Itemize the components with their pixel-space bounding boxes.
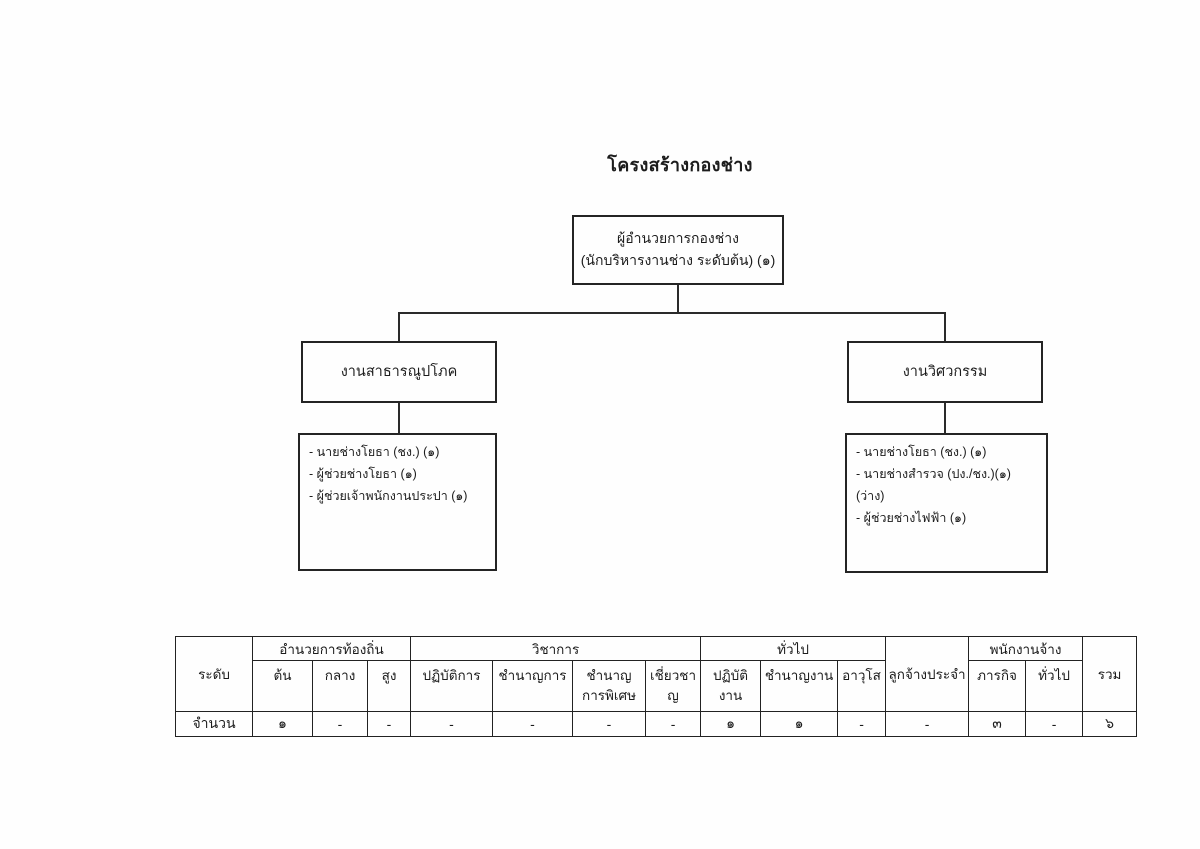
count-value: - xyxy=(646,712,701,737)
header-middle: กลาง xyxy=(313,661,368,712)
header-junior: ต้น xyxy=(253,661,313,712)
staff-list-engineering xyxy=(845,433,1048,573)
header-group-hired-personnel: พนักงานจ้าง xyxy=(969,637,1083,661)
header-experienced: ชำนาญงาน xyxy=(761,661,838,712)
count-value: ๖ xyxy=(1083,712,1137,737)
count-value: - xyxy=(411,712,493,737)
header-senior-level: อาวุโส xyxy=(838,661,886,712)
count-value: - xyxy=(313,712,368,737)
header-total: รวม xyxy=(1083,637,1137,712)
connector-right-down xyxy=(944,312,946,341)
staffing-table xyxy=(175,636,1137,737)
count-value: ๑ xyxy=(761,712,838,737)
connector-right-detail xyxy=(944,403,946,433)
connector-horizontal xyxy=(398,312,945,314)
staff-list-public-utilities xyxy=(298,433,497,571)
org-box-public-utilities xyxy=(301,341,497,403)
header-professional: ชำนาญการ xyxy=(493,661,573,712)
director-title: ผู้อำนวยการกองช่าง xyxy=(617,230,739,247)
count-label: จำนวน xyxy=(176,712,253,737)
count-value: - xyxy=(573,712,646,737)
count-value: ๑ xyxy=(701,712,761,737)
count-value: - xyxy=(493,712,573,737)
page-title: โครงสร้างกองช่าง xyxy=(607,155,753,175)
director-subtitle: (นักบริหารงานช่าง ระดับต้น) (๑) xyxy=(580,252,776,268)
count-value: - xyxy=(886,712,969,737)
connector-root-down xyxy=(677,285,679,313)
header-expert: เชี่ยวชาญ xyxy=(646,661,701,712)
header-permanent-employee: ลูกจ้างประจำ xyxy=(886,637,969,712)
header-mission: ภารกิจ xyxy=(969,661,1026,712)
org-box-engineering xyxy=(847,341,1043,403)
branch-title: งานสาธารณูปโภค xyxy=(340,363,458,380)
staff-item: - นายช่างโยธา (ชง.) (๑) xyxy=(856,445,987,459)
staff-item: - ผู้ช่วยช่างไฟฟ้า (๑) xyxy=(856,510,967,525)
count-value: - xyxy=(368,712,411,737)
header-group-academic: วิชาการ xyxy=(411,637,701,661)
header-group-local-directorate: อำนวยการท้องถิ่น xyxy=(253,637,411,661)
staff-item: - นายช่างสำรวจ (ปง./ชง.)(๑) (ว่าง) xyxy=(856,466,1011,503)
header-group-general: ทั่วไป xyxy=(701,637,886,661)
header-practitioner: ปฏิบัติการ xyxy=(411,661,493,712)
header-senior: สูง xyxy=(368,661,411,712)
count-value: ๓ xyxy=(969,712,1026,737)
branch-title: งานวิศวกรรม xyxy=(902,363,988,380)
count-value: ๑ xyxy=(253,712,313,737)
org-box-director xyxy=(572,215,784,285)
header-level: ระดับ xyxy=(176,637,253,712)
staff-item: - ผู้ช่วยช่างโยธา (๑) xyxy=(309,466,417,481)
staff-item: - ผู้ช่วยเจ้าพนักงานประปา (๑) xyxy=(309,488,468,503)
staff-item: - นายช่างโยธา (ชง.) (๑) xyxy=(309,445,440,459)
header-senior-professional: ชำนาญการพิเศษ xyxy=(573,661,646,712)
header-operational: ปฏิบัติงาน xyxy=(701,661,761,712)
count-value: - xyxy=(838,712,886,737)
connector-left-detail xyxy=(398,403,400,433)
connector-left-down xyxy=(398,312,400,341)
count-value: - xyxy=(1026,712,1083,737)
header-general-hire: ทั่วไป xyxy=(1026,661,1083,712)
